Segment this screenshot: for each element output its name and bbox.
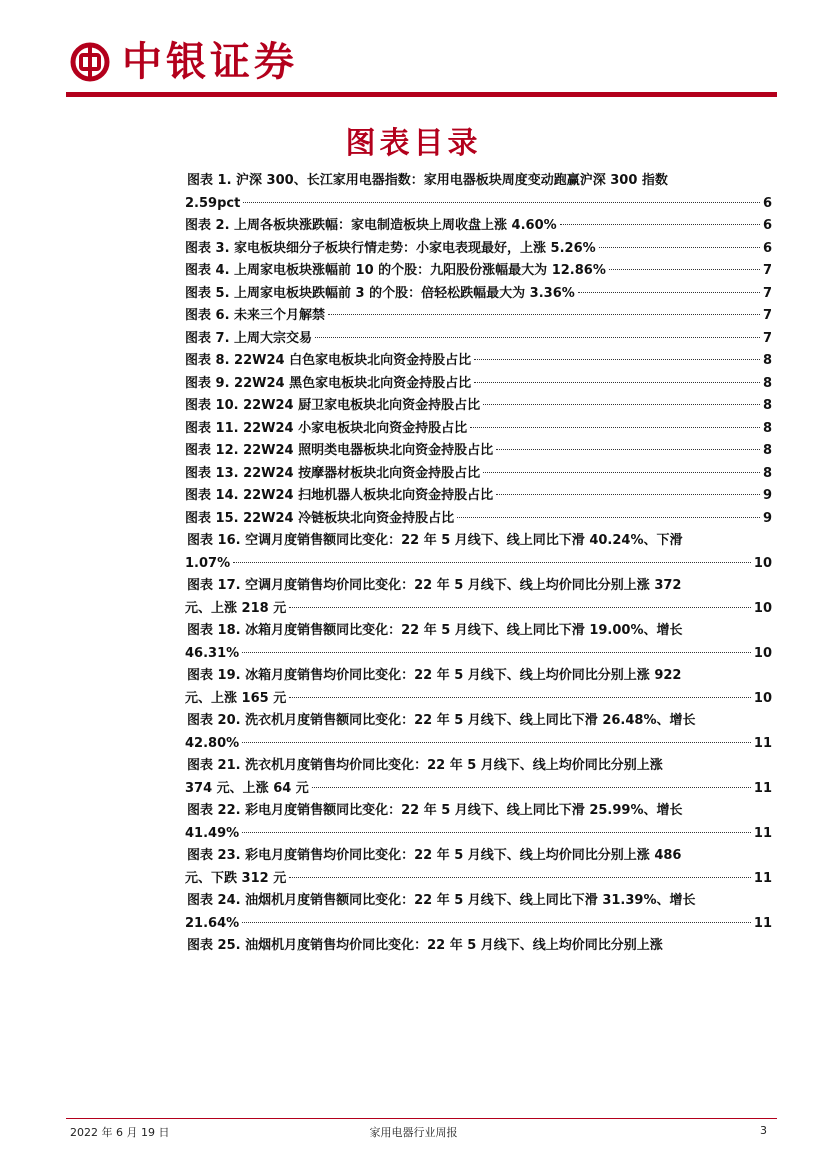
toc-entry[interactable] bbox=[185, 755, 772, 800]
dot-leader bbox=[578, 292, 760, 293]
toc-entry-text: 图表 8. 22W24 白色家电板块北向资金持股占比 bbox=[185, 353, 472, 368]
toc-page-number: 9 bbox=[762, 510, 772, 526]
dot-leader bbox=[483, 472, 760, 473]
toc-entry[interactable] bbox=[185, 215, 772, 238]
toc-entry-text-continued: 元、下跌 312 元 bbox=[185, 870, 287, 886]
toc-entry-text: 图表 24. 油烟机月度销售额同比变化：22 年 5 月线下、线上同比下滑 31.39%、增长 bbox=[187, 893, 696, 908]
toc-page-number: 6 bbox=[762, 195, 772, 211]
toc-page-number: 8 bbox=[762, 353, 772, 368]
toc-entry-text: 图表 5. 上周家电板块跌幅前 3 的个股：倍轻松跌幅最大为 3.36% bbox=[185, 285, 575, 301]
toc-entry-text-continued: 元、上涨 165 元 bbox=[185, 690, 287, 706]
toc-page-number: 7 bbox=[762, 308, 772, 323]
toc-entry[interactable] bbox=[185, 890, 772, 935]
toc-entry[interactable] bbox=[185, 665, 772, 710]
toc-entry[interactable] bbox=[185, 373, 772, 396]
toc-entry[interactable] bbox=[185, 530, 772, 575]
toc-entry[interactable] bbox=[185, 395, 772, 418]
toc-entry[interactable] bbox=[185, 485, 772, 508]
dot-leader bbox=[289, 877, 751, 878]
dot-leader bbox=[474, 382, 760, 383]
dot-leader bbox=[315, 337, 760, 338]
toc-entry-text-continued: 元、上涨 218 元 bbox=[185, 600, 287, 616]
toc-entry-text-continued: 374 元、上涨 64 元 bbox=[185, 780, 309, 796]
toc-entry-text: 图表 20. 洗衣机月度销售额同比变化：22 年 5 月线下、线上同比下滑 26.48%、增长 bbox=[187, 713, 696, 728]
toc-page-number: 11 bbox=[753, 735, 772, 751]
toc-entry[interactable] bbox=[185, 440, 772, 463]
toc-entry[interactable] bbox=[185, 283, 772, 306]
toc-entry[interactable] bbox=[185, 238, 772, 261]
toc-entry[interactable] bbox=[185, 508, 772, 531]
dot-leader bbox=[242, 922, 751, 923]
toc-entry-text: 图表 22. 彩电月度销售额同比变化：22 年 5 月线下、线上同比下滑 25.99%、增长 bbox=[187, 803, 683, 818]
toc-page-number: 8 bbox=[762, 398, 772, 413]
logo-text: 中银证券 bbox=[122, 38, 298, 85]
table-of-figures bbox=[185, 170, 772, 958]
toc-entry-text-continued: 42.80% bbox=[185, 735, 240, 751]
toc-entry[interactable] bbox=[185, 260, 772, 283]
dot-leader bbox=[496, 494, 760, 495]
toc-entry-text: 图表 12. 22W24 照明类电器板块北向资金持股占比 bbox=[185, 443, 494, 458]
toc-entry-text-continued: 41.49% bbox=[185, 825, 240, 841]
dot-leader bbox=[242, 652, 751, 653]
toc-entry[interactable] bbox=[185, 328, 772, 351]
toc-page-number: 7 bbox=[762, 263, 772, 278]
toc-entry-text: 图表 2. 上周各板块涨跌幅：家电制造板块上周收盘上涨 4.60% bbox=[185, 218, 557, 233]
dot-leader bbox=[496, 449, 760, 450]
dot-leader bbox=[328, 314, 760, 315]
toc-entry-text-continued: 21.64% bbox=[185, 915, 240, 931]
toc-entry[interactable] bbox=[185, 575, 772, 620]
dot-leader bbox=[609, 269, 760, 270]
dot-leader bbox=[233, 562, 751, 563]
dot-leader bbox=[289, 697, 751, 698]
toc-entry-text: 图表 6. 未来三个月解禁 bbox=[185, 308, 326, 323]
toc-entry-text: 图表 9. 22W24 黑色家电板块北向资金持股占比 bbox=[185, 375, 472, 391]
toc-entry-text: 图表 25. 油烟机月度销售均价同比变化：22 年 5 月线下、线上均价同比分别上涨 bbox=[187, 938, 663, 953]
toc-entry[interactable] bbox=[185, 305, 772, 328]
toc-page-number: 8 bbox=[762, 420, 772, 436]
footer-date: 2022 年 6 月 19 日 bbox=[70, 1126, 170, 1139]
toc-page-number: 11 bbox=[753, 870, 772, 886]
toc-entry-text: 图表 21. 洗衣机月度销售均价同比变化：22 年 5 月线下、线上均价同比分别上涨 bbox=[187, 758, 663, 773]
toc-entry[interactable] bbox=[185, 170, 772, 215]
toc-entry[interactable] bbox=[185, 710, 772, 755]
toc-page-number: 11 bbox=[753, 915, 772, 931]
toc-entry-text-continued: 46.31% bbox=[185, 645, 240, 661]
toc-entry-text-continued: 1.07% bbox=[185, 555, 231, 571]
toc-page-number: 8 bbox=[762, 465, 772, 481]
logo bbox=[70, 38, 298, 86]
toc-entry-text: 图表 15. 22W24 冷链板块北向资金持股占比 bbox=[185, 510, 455, 526]
dot-leader bbox=[474, 359, 760, 360]
toc-entry-text: 图表 14. 22W24 扫地机器人板块北向资金持股占比 bbox=[185, 488, 494, 503]
bank-of-china-logo-icon bbox=[70, 42, 110, 82]
header-rule bbox=[66, 92, 777, 97]
toc-page-number: 11 bbox=[753, 825, 772, 841]
footer-report-name: 家用电器行业周报 bbox=[369, 1126, 458, 1139]
dot-leader bbox=[289, 607, 751, 608]
toc-entry[interactable] bbox=[185, 350, 772, 373]
footer-page-number: 3 bbox=[760, 1124, 767, 1137]
toc-entry-text: 图表 11. 22W24 小家电板块北向资金持股占比 bbox=[185, 420, 468, 436]
toc-entry-text-continued: 2.59pct bbox=[185, 195, 241, 211]
dot-leader bbox=[242, 832, 751, 833]
toc-page-number: 9 bbox=[762, 488, 772, 503]
toc-entry-text: 图表 23. 彩电月度销售均价同比变化：22 年 5 月线下、线上均价同比分别上涨 486 bbox=[187, 848, 682, 863]
toc-entry[interactable] bbox=[185, 418, 772, 441]
toc-entry-text: 图表 1. 沪深 300、长江家用电器指数：家用电器板块周度变动跑赢沪深 300 指数 bbox=[187, 173, 668, 188]
toc-page-number: 11 bbox=[753, 780, 772, 796]
toc-entry-text: 图表 17. 空调月度销售均价同比变化：22 年 5 月线下、线上均价同比分别上涨 372 bbox=[187, 578, 682, 593]
toc-entry-text: 图表 18. 冰箱月度销售额同比变化：22 年 5 月线下、线上同比下滑 19.00%、增长 bbox=[187, 623, 683, 638]
toc-page-number: 8 bbox=[762, 375, 772, 391]
toc-entry-text: 图表 3. 家电板块细分子板块行情走势：小家电表现最好，上涨 5.26% bbox=[185, 240, 596, 256]
toc-page-number: 10 bbox=[753, 555, 772, 571]
dot-leader bbox=[560, 224, 760, 225]
toc-entry-text: 图表 7. 上周大宗交易 bbox=[185, 330, 313, 346]
toc-page-number: 6 bbox=[762, 218, 772, 233]
toc-entry[interactable] bbox=[185, 620, 772, 665]
toc-page-number: 8 bbox=[762, 443, 772, 458]
toc-entry-text: 图表 4. 上周家电板块涨幅前 10 的个股：九阳股份涨幅最大为 12.86% bbox=[185, 263, 606, 278]
toc-page-number: 10 bbox=[753, 600, 772, 616]
dot-leader bbox=[312, 787, 751, 788]
toc-entry-text: 图表 10. 22W24 厨卫家电板块北向资金持股占比 bbox=[185, 398, 481, 413]
dot-leader bbox=[242, 742, 751, 743]
dot-leader bbox=[470, 427, 760, 428]
toc-entry-text: 图表 16. 空调月度销售额同比变化：22 年 5 月线下、线上同比下滑 40.24%、下滑 bbox=[187, 533, 683, 548]
footer-rule bbox=[66, 1118, 777, 1119]
dot-leader bbox=[483, 404, 760, 405]
toc-page-number: 10 bbox=[753, 690, 772, 706]
toc-page-number: 7 bbox=[762, 285, 772, 301]
toc-page-number: 6 bbox=[762, 240, 772, 256]
toc-page-number: 10 bbox=[753, 645, 772, 661]
toc-page-number: 7 bbox=[762, 330, 772, 346]
toc-entry-text: 图表 13. 22W24 按摩器材板块北向资金持股占比 bbox=[185, 465, 481, 481]
toc-entry-text: 图表 19. 冰箱月度销售均价同比变化：22 年 5 月线下、线上均价同比分别上涨 922 bbox=[187, 668, 682, 683]
dot-leader bbox=[457, 517, 760, 518]
toc-entry[interactable] bbox=[185, 935, 772, 958]
dot-leader bbox=[243, 202, 760, 203]
page-title: 图表目录 bbox=[345, 126, 482, 161]
toc-entry[interactable] bbox=[185, 463, 772, 486]
dot-leader bbox=[599, 247, 760, 248]
toc-entry[interactable] bbox=[185, 800, 772, 845]
toc-entry[interactable] bbox=[185, 845, 772, 890]
